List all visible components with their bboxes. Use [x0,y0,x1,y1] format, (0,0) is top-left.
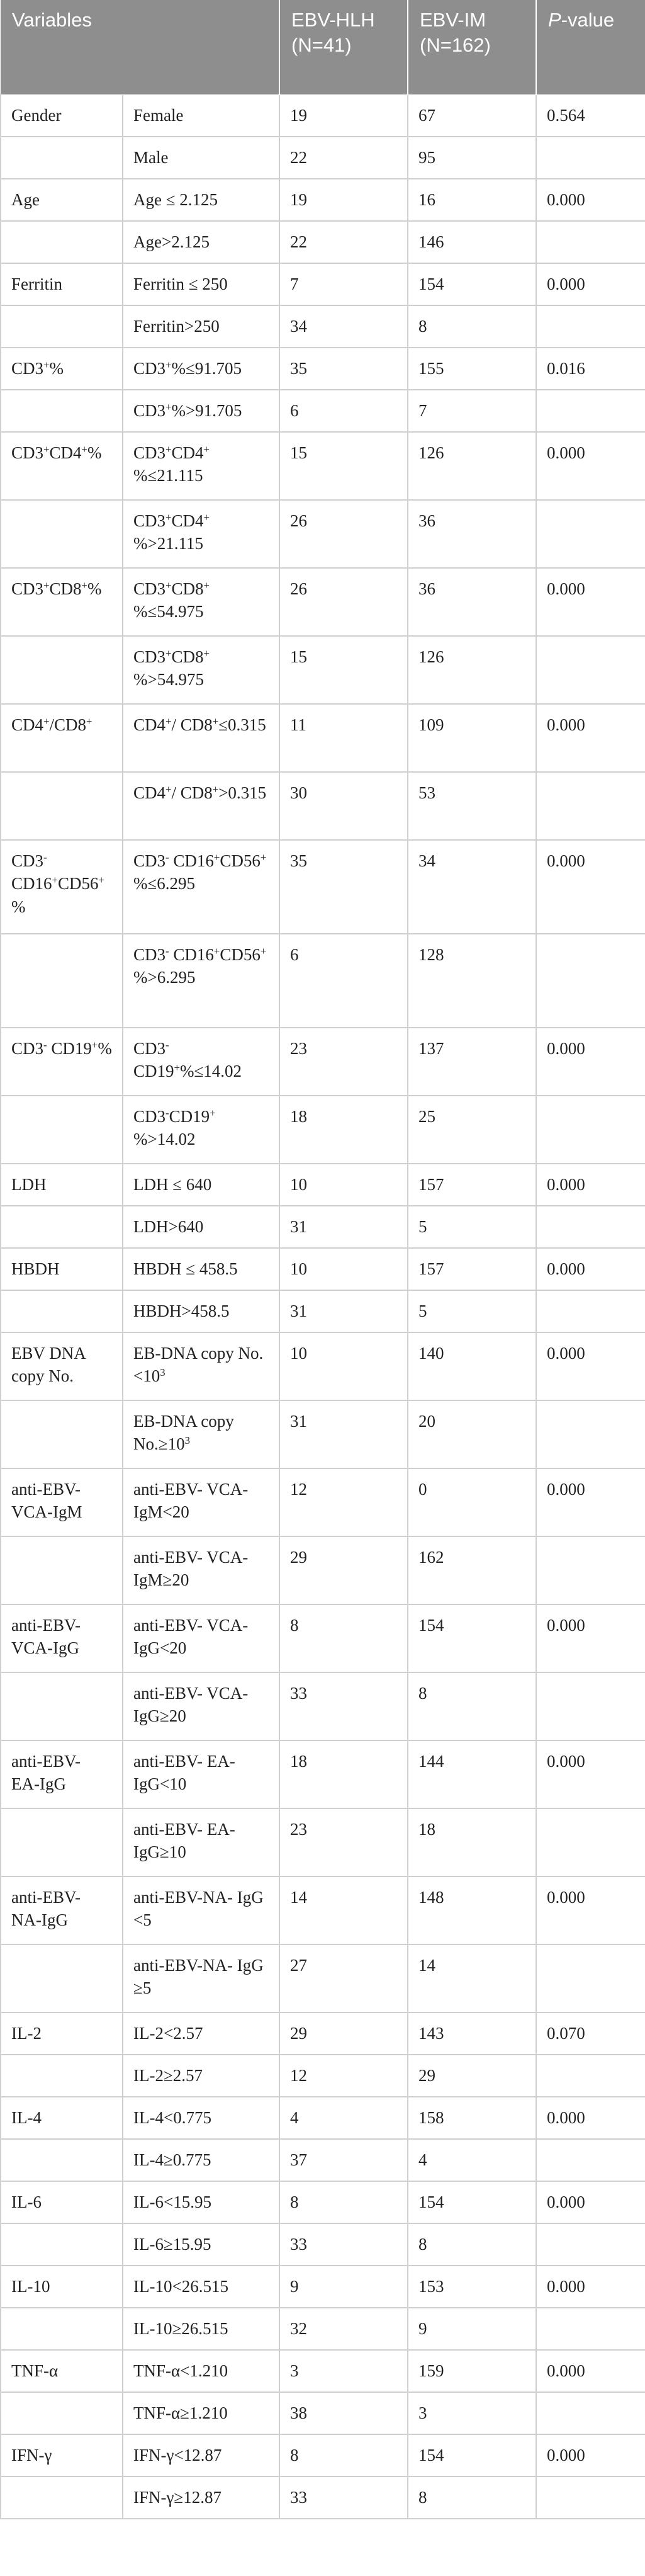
ebv-im-count-cell: 109 [408,704,536,772]
variable-cell [1,1400,123,1468]
ebv-hlh-count-cell: 6 [279,390,408,432]
ebv-im-count-cell: 8 [408,1672,536,1740]
ebv-hlh-count-cell: 23 [279,1028,408,1096]
level-cell: anti-EBV-NA- IgG <5 [123,1876,279,1944]
level-cell: LDH>640 [123,1206,279,1248]
variable-cell: Age [1,179,123,221]
p-value-cell: 0.000 [536,2266,645,2308]
p-value-cell: 0.000 [536,1876,645,1944]
ebv-hlh-count-cell: 14 [279,1876,408,1944]
variable-cell: CD3- CD19+% [1,1028,123,1096]
p-value-cell [536,2055,645,2097]
table-row [1,2308,645,2350]
level-cell: IL-4≥0.775 [123,2139,279,2181]
ebv-im-count-cell: 5 [408,1206,536,1248]
p-value-cell: 0.000 [536,1740,645,1808]
table-row [1,1164,645,1206]
level-cell: IL-2≥2.57 [123,2055,279,2097]
ebv-im-count-cell: 8 [408,2223,536,2266]
level-cell: TNF-α≥1.210 [123,2392,279,2434]
p-value-cell: 0.000 [536,568,645,636]
level-cell: TNF-α<1.210 [123,2350,279,2392]
ebv-im-count-cell: 128 [408,934,536,1028]
p-value-cell [536,1206,645,1248]
level-cell: CD3-CD19+ %>14.02 [123,1096,279,1164]
ebv-hlh-count-cell: 9 [279,2266,408,2308]
ebv-hlh-count-cell: 12 [279,1468,408,1536]
level-cell: anti-EBV- EA-IgG≥10 [123,1808,279,1876]
ebv-hlh-count-cell: 33 [279,2223,408,2266]
header-row [1,0,645,94]
table-row [1,772,645,840]
level-cell: Ferritin ≤ 250 [123,263,279,305]
level-cell: IL-6≥15.95 [123,2223,279,2266]
ebv-hlh-count-cell: 31 [279,1290,408,1332]
ebv-hlh-count-cell: 15 [279,636,408,704]
p-value-cell [536,2392,645,2434]
level-cell: CD3+%>91.705 [123,390,279,432]
ebv-im-count-cell: 53 [408,772,536,840]
variable-cell [1,2139,123,2181]
table-row [1,137,645,179]
ebv-im-count-cell: 20 [408,1400,536,1468]
table-row [1,1672,645,1740]
variable-cell [1,1536,123,1604]
variable-cell: HBDH [1,1248,123,1290]
level-cell: anti-EBV- VCA-IgG<20 [123,1604,279,1672]
variable-cell [1,1944,123,2012]
ebv-hlh-count-cell: 26 [279,500,408,568]
ebv-hlh-count-cell: 29 [279,2012,408,2055]
table-row [1,1206,645,1248]
level-cell: EB-DNA copy $No.<10^3$ [123,1332,279,1400]
table-row [1,1536,645,1604]
ebv-im-count-cell: 126 [408,636,536,704]
table-row [1,2350,645,2392]
table-row [1,2223,645,2266]
level-cell: EB-DNA copy $No.\ge 10^3$ [123,1400,279,1468]
variable-cell: IL-2 [1,2012,123,2055]
header-p-value [536,0,645,94]
variable-cell: TNF-α [1,2350,123,2392]
p-value-cell: 0.016 [536,348,645,390]
p-value-cell [536,2223,645,2266]
ebv-im-count-cell: 146 [408,221,536,263]
level-cell: IL-10≥26.515 [123,2308,279,2350]
level-cell: CD3+CD4+ %≤21.115 [123,432,279,500]
table-row [1,568,645,636]
table-row [1,2477,645,2519]
table-row [1,1096,645,1164]
level-cell: IL-4<0.775 [123,2097,279,2139]
variable-cell [1,2308,123,2350]
level-cell: anti-EBV- VCA-IgM≥20 [123,1536,279,1604]
level-cell: anti-EBV- VCA-IgM<20 [123,1468,279,1536]
ebv-im-count-cell: 155 [408,348,536,390]
ebv-hlh-count-cell: 7 [279,263,408,305]
variable-cell: EBV DNA copy No. [1,1332,123,1400]
level-cell: HBDH>458.5 [123,1290,279,1332]
table-row [1,2097,645,2139]
table-row [1,2181,645,2223]
ebv-hlh-count-cell: 11 [279,704,408,772]
variable-cell: CD4+/CD8+ [1,704,123,772]
ebv-hlh-count-cell: 8 [279,2434,408,2477]
table-row [1,263,645,305]
variable-cell: anti-EBV- VCA-IgM [1,1468,123,1536]
level-cell: CD3- CD19+%≤14.02 [123,1028,279,1096]
ebv-im-count-cell: 154 [408,1604,536,1672]
ebv-hlh-count-cell: 3 [279,2350,408,2392]
level-cell: IL-10<26.515 [123,2266,279,2308]
table-row [1,1290,645,1332]
variable-cell [1,1672,123,1740]
level-cell: CD3+CD8+ %≤54.975 [123,568,279,636]
variable-cell: CD3- CD16+CD56+ % [1,840,123,934]
ebv-im-count-cell: 126 [408,432,536,500]
level-cell: Male [123,137,279,179]
table-row [1,2392,645,2434]
p-value-cell [536,934,645,1028]
table-row [1,1468,645,1536]
ebv-hlh-count-cell: 10 [279,1164,408,1206]
variable-cell [1,2223,123,2266]
header-ebv-hlh: EBV-HLH (N=41) [279,0,408,94]
table-row [1,2434,645,2477]
variable-cell: IL-6 [1,2181,123,2223]
variable-cell: IL-10 [1,2266,123,2308]
table-row [1,94,645,137]
ebv-hlh-count-cell: 34 [279,305,408,348]
p-value-cell [536,137,645,179]
ebv-im-count-cell: 4 [408,2139,536,2181]
p-value-cell [536,1672,645,1740]
p-value-cell [536,1400,645,1468]
ebv-im-count-cell: 14 [408,1944,536,2012]
ebv-im-count-cell: 154 [408,2181,536,2223]
ebv-hlh-count-cell: 26 [279,568,408,636]
ebv-im-count-cell: 3 [408,2392,536,2434]
ebv-im-count-cell: 143 [408,2012,536,2055]
level-cell: anti-EBV- EA-IgG<10 [123,1740,279,1808]
level-cell: CD3- CD16+CD56+ %≤6.295 [123,840,279,934]
table-row [1,1248,645,1290]
ebv-im-count-cell: 0 [408,1468,536,1536]
table-row [1,1028,645,1096]
p-value-cell [536,2308,645,2350]
variable-cell [1,1290,123,1332]
ebv-im-count-cell: 67 [408,94,536,137]
ebv-hlh-count-cell: 12 [279,2055,408,2097]
p-value-cell: 0.564 [536,94,645,137]
variable-cell: anti-EBV- EA-IgG [1,1740,123,1808]
level-cell: IFN-γ<12.87 [123,2434,279,2477]
level-cell: IL-2<2.57 [123,2012,279,2055]
ebv-im-count-cell: 144 [408,1740,536,1808]
p-value-cell: 0.000 [536,1604,645,1672]
table-row [1,1604,645,1672]
ebv-hlh-count-cell: 37 [279,2139,408,2181]
variable-cell [1,390,123,432]
level-cell: CD4+/ CD8+≤0.315 [123,704,279,772]
ebv-hlh-count-cell: 6 [279,934,408,1028]
p-value-cell [536,2477,645,2519]
ebv-hlh-count-cell: 35 [279,840,408,934]
p-value-cell: 0.000 [536,2350,645,2392]
ebv-im-count-cell: 153 [408,2266,536,2308]
p-value-cell: 0.000 [536,1248,645,1290]
level-cell: IFN-γ≥12.87 [123,2477,279,2519]
p-value-cell: 0.000 [536,263,645,305]
level-cell: Female [123,94,279,137]
table-row [1,2055,645,2097]
variable-cell [1,934,123,1028]
table-row [1,1944,645,2012]
ebv-hlh-count-cell: 19 [279,179,408,221]
p-value-cell: 0.000 [536,179,645,221]
ebv-im-count-cell: 95 [408,137,536,179]
table-row [1,1332,645,1400]
ebv-hlh-count-cell: 8 [279,2181,408,2223]
variable-cell [1,137,123,179]
ebv-hlh-count-cell: 4 [279,2097,408,2139]
level-cell: CD3+%≤91.705 [123,348,279,390]
table-row [1,221,645,263]
variable-cell: Gender [1,94,123,137]
table-row [1,1808,645,1876]
ebv-im-count-cell: 154 [408,2434,536,2477]
p-value-cell [536,1536,645,1604]
table-body [1,94,645,2519]
p-value-cell [536,1290,645,1332]
p-value-cell [536,221,645,263]
header-ebv-im: EBV-IM (N=162) [408,0,536,94]
ebv-hlh-count-cell: 18 [279,1740,408,1808]
p-value-cell [536,1096,645,1164]
ebv-im-count-cell: 7 [408,390,536,432]
header-p-suffix: -value [561,9,615,31]
ebv-im-count-cell: 9 [408,2308,536,2350]
variable-cell [1,305,123,348]
level-cell: CD3+CD4+ %>21.115 [123,500,279,568]
ebv-im-count-cell: 34 [408,840,536,934]
level-cell: CD3+CD8+ %>54.975 [123,636,279,704]
variable-cell: IFN-γ [1,2434,123,2477]
table-row [1,1876,645,1944]
level-cell: LDH ≤ 640 [123,1164,279,1206]
ebv-im-count-cell: 18 [408,1808,536,1876]
ebv-hlh-count-cell: 31 [279,1400,408,1468]
variable-cell [1,1206,123,1248]
ebv-hlh-count-cell: 22 [279,221,408,263]
table-row [1,2012,645,2055]
ebv-hlh-count-cell: 33 [279,1672,408,1740]
table-row [1,500,645,568]
variable-cell [1,636,123,704]
variable-cell [1,1808,123,1876]
p-value-cell: 0.000 [536,1028,645,1096]
table-row [1,840,645,934]
variable-cell [1,2055,123,2097]
ebv-hlh-count-cell: 10 [279,1332,408,1400]
ebv-hlh-count-cell: 23 [279,1808,408,1876]
ebv-hlh-count-cell: 27 [279,1944,408,2012]
ebv-hlh-count-cell: 18 [279,1096,408,1164]
table-row [1,1740,645,1808]
ebv-im-count-cell: 8 [408,305,536,348]
p-value-cell [536,2139,645,2181]
header-p-italic: P [548,9,561,31]
level-cell: IL-6<15.95 [123,2181,279,2223]
ebv-hlh-count-cell: 30 [279,772,408,840]
ebv-im-count-cell: 137 [408,1028,536,1096]
level-cell: HBDH ≤ 458.5 [123,1248,279,1290]
p-value-cell [536,390,645,432]
ebv-hlh-count-cell: 8 [279,1604,408,1672]
ebv-im-count-cell: 36 [408,568,536,636]
table-row [1,348,645,390]
level-cell: Ferritin>250 [123,305,279,348]
ebv-im-count-cell: 157 [408,1248,536,1290]
variable-cell [1,2477,123,2519]
variable-cell: anti-EBV- VCA-IgG [1,1604,123,1672]
variable-cell [1,2392,123,2434]
ebv-im-count-cell: 148 [408,1876,536,1944]
table-row [1,305,645,348]
p-value-cell [536,305,645,348]
ebv-im-count-cell: 8 [408,2477,536,2519]
p-value-cell: 0.000 [536,1164,645,1206]
table-row [1,390,645,432]
variable-cell [1,500,123,568]
table-row [1,934,645,1028]
level-cell: CD3- CD16+CD56+ %>6.295 [123,934,279,1028]
variable-cell: CD3+% [1,348,123,390]
ebv-hlh-count-cell: 38 [279,2392,408,2434]
variable-cell: Ferritin [1,263,123,305]
ebv-im-count-cell: 140 [408,1332,536,1400]
p-value-cell [536,1944,645,2012]
table-row [1,636,645,704]
ebv-im-count-cell: 5 [408,1290,536,1332]
variable-cell: CD3+CD8+% [1,568,123,636]
level-cell: CD4+/ CD8+>0.315 [123,772,279,840]
ebv-hlh-count-cell: 32 [279,2308,408,2350]
table-row [1,179,645,221]
ebv-im-count-cell: 25 [408,1096,536,1164]
ebv-im-count-cell: 162 [408,1536,536,1604]
ebv-im-count-cell: 159 [408,2350,536,2392]
header-variables: Variables [1,0,279,94]
ebv-hlh-count-cell: 29 [279,1536,408,1604]
ebv-hlh-count-cell: 22 [279,137,408,179]
p-value-cell: 0.000 [536,432,645,500]
p-value-cell [536,636,645,704]
p-value-cell: 0.000 [536,704,645,772]
ebv-im-count-cell: 154 [408,263,536,305]
table-row [1,2266,645,2308]
ebv-hlh-count-cell: 35 [279,348,408,390]
variable-cell: LDH [1,1164,123,1206]
p-value-cell [536,772,645,840]
variable-cell [1,772,123,840]
p-value-cell: 0.070 [536,2012,645,2055]
ebv-im-count-cell: 29 [408,2055,536,2097]
p-value-cell [536,1808,645,1876]
variable-cell: anti-EBV- NA-IgG [1,1876,123,1944]
level-cell: anti-EBV- VCA-IgG≥20 [123,1672,279,1740]
p-value-cell: 0.000 [536,1468,645,1536]
p-value-cell: 0.000 [536,2097,645,2139]
table-row [1,2139,645,2181]
ebv-hlh-count-cell: 31 [279,1206,408,1248]
ebv-im-count-cell: 16 [408,179,536,221]
ebv-hlh-count-cell: 33 [279,2477,408,2519]
ebv-im-count-cell: 36 [408,500,536,568]
ebv-im-count-cell: 157 [408,1164,536,1206]
ebv-hlh-count-cell: 10 [279,1248,408,1290]
level-cell: Age ≤ 2.125 [123,179,279,221]
p-value-cell: 0.000 [536,840,645,934]
p-value-cell [536,500,645,568]
p-value-cell: 0.000 [536,2434,645,2477]
ebv-hlh-count-cell: 15 [279,432,408,500]
variable-cell [1,1096,123,1164]
level-cell: Age>2.125 [123,221,279,263]
ebv-hlh-count-cell: 19 [279,94,408,137]
table-row [1,1400,645,1468]
variable-cell: CD3+CD4+% [1,432,123,500]
variable-cell [1,221,123,263]
table-row [1,704,645,772]
table-row [1,432,645,500]
level-cell: anti-EBV-NA- IgG ≥5 [123,1944,279,2012]
variable-cell: IL-4 [1,2097,123,2139]
ebv-im-count-cell: 158 [408,2097,536,2139]
p-value-cell: 0.000 [536,2181,645,2223]
p-value-cell: 0.000 [536,1332,645,1400]
